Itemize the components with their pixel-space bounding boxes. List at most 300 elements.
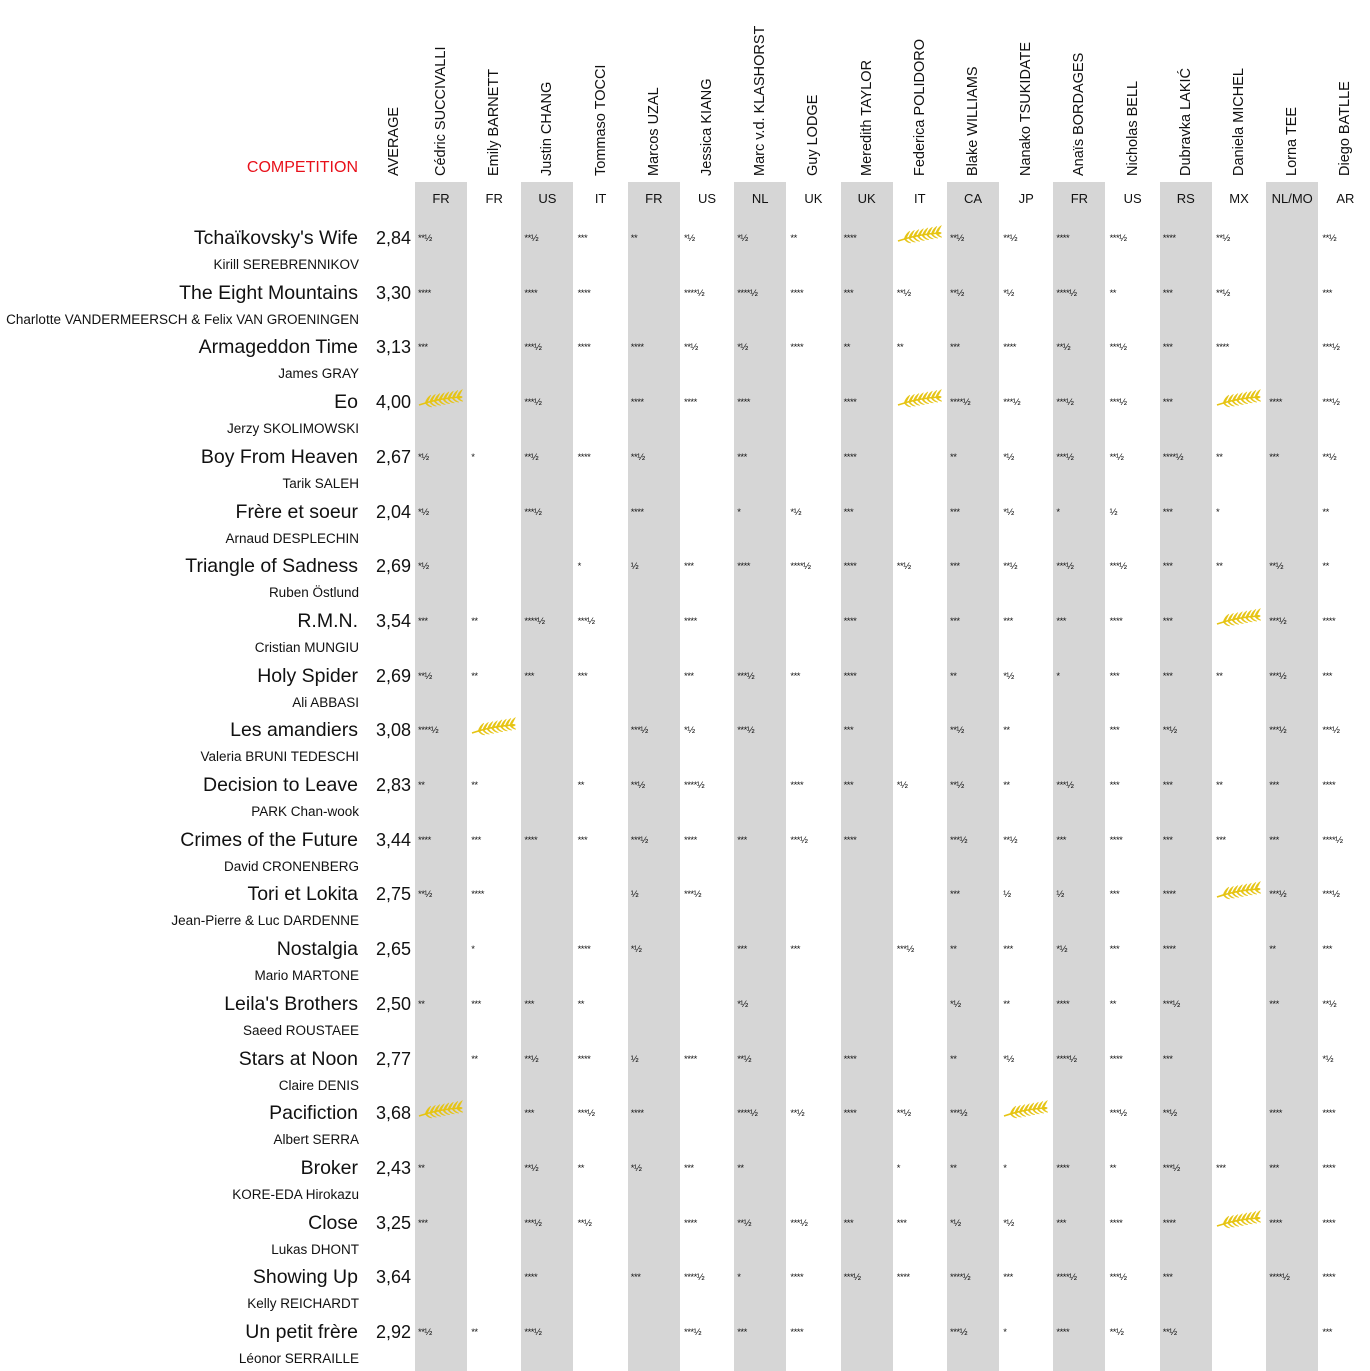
rating-stars: ** <box>950 451 957 463</box>
rating-stars: ***½ <box>524 342 542 354</box>
film-title: Boy From Heaven <box>200 445 358 468</box>
rating-stars: *** <box>1109 725 1120 737</box>
column-band <box>734 182 786 1371</box>
rating-stars: ** <box>418 998 425 1010</box>
rating-stars: * <box>1003 1327 1007 1338</box>
rating-stars: **½ <box>1322 233 1337 244</box>
film-director: Saeed ROUSTAEE <box>242 1022 359 1038</box>
rating-stars: *** <box>1269 451 1279 463</box>
critic-name: Diego BATLLE <box>1337 81 1354 176</box>
rating-stars: **½ <box>1109 1327 1124 1338</box>
rating-stars: **½ <box>418 889 432 901</box>
rating-stars: **** <box>577 944 591 956</box>
rating-stars: *** <box>1109 780 1120 791</box>
palme-d-or-icon <box>896 389 942 411</box>
rating-stars: *** <box>1003 944 1013 956</box>
film-director: Arnaud DESPLECHIN <box>225 530 359 546</box>
film-director: Jerzy SKOLIMOWSKI <box>226 421 359 437</box>
rating-stars: **½ <box>1003 233 1018 244</box>
rating-stars: ** <box>471 1053 478 1065</box>
rating-stars: ***½ <box>950 1108 968 1120</box>
rating-stars: **** <box>1162 1217 1176 1229</box>
film-director: Valeria BRUNI TEDESCHI <box>200 749 359 765</box>
film-average: 2,65 <box>376 939 412 960</box>
film-average: 2,92 <box>376 1322 412 1342</box>
rating-stars: *** <box>843 1217 854 1229</box>
rating-stars: ***½ <box>1322 889 1340 901</box>
film-title: Armageddon Time <box>198 336 358 359</box>
rating-stars: **½ <box>1109 451 1124 463</box>
rating-stars: *** <box>737 1327 747 1338</box>
rating-stars: **** <box>418 287 431 299</box>
rating-stars: *** <box>950 342 960 354</box>
rating-stars: **** <box>843 233 857 244</box>
critic-country: IT <box>594 191 607 206</box>
column-band <box>947 182 999 1371</box>
film-average: 3,68 <box>376 1103 412 1124</box>
rating-stars: *** <box>1269 780 1279 791</box>
critic-country: FR <box>645 191 663 206</box>
critic-name: Federica POLIDORO <box>911 39 928 176</box>
rating-stars: **½ <box>1003 834 1018 846</box>
rating-stars: ** <box>950 670 957 682</box>
rating-stars: *½ <box>1003 287 1014 299</box>
film-average: 2,77 <box>376 1048 412 1069</box>
rating-stars: *** <box>577 670 588 682</box>
palme-d-or-icon <box>417 389 463 411</box>
palme-d-or-icon <box>1215 1210 1261 1232</box>
rating-stars: **** <box>843 561 857 573</box>
rating-stars: **** <box>843 670 857 682</box>
rating-stars: * <box>737 1272 741 1284</box>
rating-stars: *** <box>471 834 481 846</box>
rating-stars: ****½ <box>950 397 971 409</box>
rating-stars: **** <box>843 397 857 409</box>
critic-country: CA <box>963 191 983 206</box>
rating-stars: **½ <box>577 1217 592 1229</box>
film-title: Crimes of the Future <box>180 828 358 851</box>
rating-stars: ** <box>950 1162 957 1174</box>
rating-stars: *½ <box>1003 451 1014 463</box>
rating-stars: ** <box>1003 780 1010 791</box>
rating-stars: ** <box>950 944 957 956</box>
rating-stars: *** <box>843 287 854 299</box>
rating-stars: ***½ <box>1109 233 1127 244</box>
rating-stars: *** <box>1216 834 1226 846</box>
rating-stars: **½ <box>1269 561 1284 573</box>
rating-stars: *½ <box>630 1162 642 1174</box>
rating-stars: **** <box>630 1108 644 1120</box>
rating-stars: ***½ <box>737 725 755 737</box>
rating-stars: *** <box>684 561 694 573</box>
rating-stars: ****½ <box>418 725 439 737</box>
rating-stars: ***½ <box>1109 397 1127 409</box>
critic-country: UK <box>804 191 823 206</box>
rating-stars: ** <box>1322 561 1329 573</box>
rating-stars: *½ <box>684 233 695 244</box>
rating-stars: ****½ <box>684 1272 705 1284</box>
rating-stars: * <box>471 944 475 956</box>
rating-stars: **** <box>1322 615 1336 627</box>
film-title: Tchaïkovsky's Wife <box>193 227 358 249</box>
rating-stars: **½ <box>1216 287 1230 299</box>
rating-stars: *** <box>1162 287 1173 299</box>
rating-stars: ****½ <box>1056 287 1077 299</box>
rating-stars: ***½ <box>737 670 755 682</box>
critic-name: Emily BARNETT <box>486 68 503 176</box>
rating-stars: *** <box>1269 998 1279 1010</box>
palme-d-or-icon <box>417 1100 463 1122</box>
critic-country: JP <box>1018 191 1034 206</box>
rating-stars: ****½ <box>1056 1053 1077 1065</box>
rating-stars: **½ <box>630 451 645 463</box>
rating-stars: ** <box>471 1327 478 1338</box>
critic-name: Cédric SUCCIVALLI <box>433 46 449 176</box>
rating-stars: *½ <box>737 342 748 354</box>
film-director: Charlotte VANDERMEERSCH & Felix VAN GROENINGEN <box>6 311 359 327</box>
rating-stars: ½ <box>630 1053 639 1065</box>
rating-stars: *** <box>524 670 534 682</box>
film-average: 3,08 <box>376 720 412 741</box>
film-title: Nostalgia <box>276 938 358 961</box>
rating-stars: **½ <box>418 670 432 682</box>
rating-stars: ** <box>1109 287 1116 299</box>
rating-stars: **** <box>684 615 697 627</box>
rating-stars: * <box>577 561 581 573</box>
rating-stars: **½ <box>418 1327 432 1338</box>
rating-stars: **** <box>843 834 857 846</box>
column-band <box>415 182 467 1371</box>
rating-stars: **** <box>1056 998 1070 1010</box>
film-average: 3,64 <box>376 1267 412 1288</box>
rating-stars: **** <box>1109 1053 1123 1065</box>
palme-d-or-icon <box>470 717 516 739</box>
rating-stars: *** <box>418 342 428 354</box>
rating-stars: **** <box>684 397 697 409</box>
film-director: Jean-Pierre & Luc DARDENNE <box>171 913 359 929</box>
film-title: The Eight Mountains <box>179 281 358 304</box>
critic-country: RS <box>1176 191 1195 206</box>
rating-stars: **** <box>471 889 484 901</box>
rating-stars: ***½ <box>896 944 914 956</box>
film-director: Léonor SERRAILLE <box>238 1351 359 1366</box>
rating-stars: ** <box>1003 998 1010 1010</box>
critic-country: AR <box>1336 191 1355 206</box>
rating-stars: **½ <box>896 1108 911 1120</box>
film-average: 2,69 <box>376 665 412 686</box>
rating-stars: **½ <box>684 342 698 354</box>
rating-stars: *** <box>1003 1272 1013 1284</box>
rating-stars: *** <box>1056 834 1066 846</box>
rating-stars: **** <box>737 397 750 409</box>
rating-stars: ***½ <box>1056 451 1074 463</box>
critic-name: Justin CHANG <box>539 81 556 176</box>
rating-stars: ** <box>1269 944 1276 956</box>
column-band <box>1266 182 1318 1371</box>
rating-stars: **** <box>1269 1108 1282 1120</box>
film-average: 2,84 <box>376 228 412 248</box>
rating-stars: *** <box>1162 1053 1173 1065</box>
palme-d-or-icon <box>1215 389 1261 411</box>
rating-stars: *½ <box>1003 506 1014 518</box>
film-director: Lukas DHONT <box>271 1241 359 1257</box>
rating-stars: **½ <box>1216 233 1230 244</box>
rating-stars: ** <box>471 780 478 791</box>
average-header: AVERAGE <box>386 106 402 176</box>
rating-stars: *** <box>790 944 800 956</box>
rating-stars: *** <box>418 1217 428 1229</box>
palme-d-or-icon <box>896 225 942 247</box>
rating-stars: *** <box>1056 1217 1066 1229</box>
rating-stars: *** <box>843 780 854 791</box>
rating-stars: **** <box>1162 889 1176 901</box>
rating-stars: **½ <box>524 233 539 244</box>
rating-stars: **½ <box>1162 1327 1177 1338</box>
rating-stars: **** <box>1322 1108 1336 1120</box>
critic-country: IT <box>914 191 926 206</box>
rating-stars: ****½ <box>950 1272 971 1284</box>
rating-stars: ***½ <box>1056 780 1074 791</box>
rating-stars: **½ <box>950 780 964 791</box>
rating-stars: *½ <box>418 451 429 463</box>
rating-stars: *** <box>950 561 960 573</box>
critic-country: FR <box>1070 191 1089 206</box>
film-average: 2,04 <box>376 501 412 522</box>
film-director: James GRAY <box>278 366 359 382</box>
column-band <box>841 182 893 1371</box>
rating-stars: ***½ <box>524 506 542 518</box>
rating-stars: **** <box>790 780 804 791</box>
rating-stars: **** <box>1056 1327 1070 1338</box>
rating-stars: * <box>1216 506 1220 518</box>
rating-stars: ****½ <box>737 1108 758 1120</box>
rating-stars: * <box>1056 670 1060 682</box>
rating-stars: **½ <box>737 1217 752 1229</box>
film-director: PARK Chan-wook <box>251 804 359 819</box>
rating-stars: ½ <box>1003 889 1011 901</box>
critic-name: Tommaso TOCCI <box>592 64 609 176</box>
rating-stars: ***½ <box>630 725 648 737</box>
rating-stars: *½ <box>1003 1053 1014 1065</box>
column-band <box>628 182 680 1371</box>
film-director: Claire DENIS <box>278 1077 359 1093</box>
film-director: Cristian MUNGIU <box>254 639 359 655</box>
rating-stars: **** <box>630 397 644 409</box>
rating-stars: *** <box>790 670 800 682</box>
rating-stars: *** <box>843 506 854 518</box>
rating-stars: ***½ <box>950 834 968 846</box>
rating-stars: *** <box>1003 615 1013 627</box>
rating-stars: **** <box>684 1053 697 1065</box>
critic-country: US <box>697 191 717 206</box>
rating-stars: ½ <box>1109 506 1118 518</box>
film-title: Frère et soeur <box>235 500 358 523</box>
rating-stars: *** <box>1162 506 1173 518</box>
rating-stars: **** <box>684 1217 697 1229</box>
film-average: 3,44 <box>376 829 412 850</box>
critic-name: Blake WILLIAMS <box>965 66 981 176</box>
film-title: Tori et Lokita <box>247 883 358 906</box>
rating-stars: *½ <box>1322 1053 1334 1065</box>
rating-stars: *** <box>1322 944 1332 956</box>
film-average: 2,75 <box>376 884 412 905</box>
film-title: Triangle of Sadness <box>185 555 358 578</box>
film-average: 3,30 <box>376 282 412 303</box>
film-director: Kelly REICHARDT <box>247 1296 359 1312</box>
rating-stars: **½ <box>1322 998 1337 1010</box>
rating-stars: *** <box>737 451 747 463</box>
rating-stars: **** <box>418 834 431 846</box>
film-average: 3,54 <box>376 610 412 631</box>
column-band <box>1160 182 1212 1371</box>
rating-stars: *½ <box>790 506 802 518</box>
rating-stars: **** <box>1056 1162 1070 1174</box>
film-title: Eo <box>334 391 358 414</box>
rating-stars: *** <box>1216 1162 1226 1174</box>
rating-stars: ** <box>1003 725 1010 737</box>
film-title: Un petit frère <box>245 1321 358 1343</box>
rating-stars: ** <box>471 670 478 682</box>
rating-stars: **** <box>1056 233 1070 244</box>
rating-stars: ***½ <box>1109 1108 1127 1120</box>
palme-d-or-icon <box>1002 1100 1048 1122</box>
rating-stars: **½ <box>896 561 911 573</box>
rating-stars: **½ <box>790 1108 805 1120</box>
rating-stars: **** <box>843 1108 857 1120</box>
rating-stars: **** <box>1109 615 1123 627</box>
rating-stars: *½ <box>630 944 642 956</box>
rating-stars: ****½ <box>790 561 811 573</box>
film-average: 4,00 <box>376 392 412 413</box>
rating-stars: ** <box>1216 451 1223 463</box>
rating-stars: *** <box>896 1217 907 1229</box>
rating-stars: *½ <box>684 725 695 737</box>
rating-stars: **½ <box>950 287 964 299</box>
film-title: Stars at Noon <box>238 1047 358 1070</box>
critic-name: Nanako TSUKIDATE <box>1018 41 1035 176</box>
rating-stars: *½ <box>737 233 748 244</box>
film-director: Kirill SEREBRENNIKOV <box>213 257 359 272</box>
rating-stars: ** <box>1216 780 1223 791</box>
rating-stars: *** <box>950 506 960 518</box>
rating-stars: *½ <box>1056 944 1068 956</box>
critic-name: Anaïs BORDAGES <box>1071 52 1088 176</box>
rating-stars: *** <box>1162 561 1173 573</box>
rating-stars: **** <box>1216 342 1229 354</box>
rating-stars: **½ <box>1162 725 1177 737</box>
rating-stars: *** <box>737 944 747 956</box>
rating-stars: ***½ <box>1056 397 1074 409</box>
rating-stars: **** <box>524 287 538 299</box>
critic-name: Meredith TAYLOR <box>858 59 875 176</box>
rating-stars: ½ <box>630 561 639 573</box>
film-title: Broker <box>300 1156 358 1179</box>
rating-stars: *** <box>684 670 694 682</box>
column-band <box>1053 182 1105 1371</box>
rating-stars: *** <box>471 998 481 1010</box>
rating-stars: *** <box>1162 342 1173 354</box>
rating-stars: * <box>737 506 741 518</box>
rating-stars: ** <box>577 998 584 1010</box>
rating-stars: **** <box>1322 1162 1336 1174</box>
rating-stars: *** <box>950 615 960 627</box>
film-title: Decision to Leave <box>202 774 358 796</box>
rating-stars: ***½ <box>1109 342 1127 354</box>
rating-stars: ****½ <box>737 287 758 299</box>
rating-stars: ** <box>577 780 584 791</box>
rating-stars: **½ <box>1162 1108 1177 1120</box>
rating-stars: ** <box>630 233 638 244</box>
rating-stars: ** <box>1216 561 1223 573</box>
rating-stars: ** <box>418 1162 425 1174</box>
rating-stars: **** <box>577 1053 591 1065</box>
rating-stars: **** <box>843 451 857 463</box>
rating-stars: *½ <box>418 506 429 518</box>
rating-stars: **½ <box>1003 561 1018 573</box>
rating-stars: *½ <box>896 780 908 791</box>
film-average: 2,69 <box>376 556 412 577</box>
film-title: R.M.N. <box>297 609 358 632</box>
critic-country: NL/MO <box>1271 191 1313 206</box>
rating-stars: **** <box>896 1272 910 1284</box>
critic-country: FR <box>432 191 450 206</box>
film-title: Close <box>308 1211 358 1234</box>
critic-name: Jessica KIANG <box>699 78 715 176</box>
rating-stars: **½ <box>524 1162 539 1174</box>
rating-stars: ****½ <box>524 615 545 627</box>
film-title: Showing Up <box>252 1266 358 1289</box>
rating-stars: **** <box>1162 233 1176 244</box>
rating-stars: *** <box>1322 670 1332 682</box>
rating-stars: ** <box>1216 670 1223 682</box>
film-average: 3,25 <box>376 1212 412 1233</box>
rating-stars: ***½ <box>684 889 702 901</box>
critic-name: Marc v.d. KLASHORST <box>752 25 769 176</box>
rating-stars: **½ <box>950 725 964 737</box>
critic-name: Nicholas BELL <box>1124 80 1141 176</box>
rating-stars: ***½ <box>1322 725 1340 737</box>
rating-stars: **** <box>577 451 591 463</box>
column-band <box>521 182 573 1371</box>
rating-stars: *** <box>1109 889 1120 901</box>
rating-stars: ***½ <box>843 1272 861 1284</box>
rating-stars: ***½ <box>524 1217 542 1229</box>
rating-stars: **½ <box>950 233 964 244</box>
rating-stars: *** <box>950 889 960 901</box>
rating-stars: **** <box>790 287 804 299</box>
critic-name: Lorna TEE <box>1284 106 1301 176</box>
rating-stars: *** <box>1109 670 1120 682</box>
rating-stars: ***½ <box>790 1217 808 1229</box>
rating-stars: **** <box>1269 1217 1282 1229</box>
rating-stars: *** <box>1162 1272 1173 1284</box>
film-director: David CRONENBERG <box>223 858 359 874</box>
rating-stars: **½ <box>1322 451 1337 463</box>
rating-stars: **** <box>790 1272 804 1284</box>
film-director: KORE-EDA Hirokazu <box>232 1186 359 1202</box>
rating-stars: ***½ <box>1162 998 1180 1010</box>
film-director: Tarik SALEH <box>282 475 359 491</box>
critic-name: Guy LODGE <box>805 94 822 176</box>
rating-stars: * <box>471 451 475 463</box>
rating-stars: **** <box>737 561 750 573</box>
rating-stars: ***½ <box>1056 561 1074 573</box>
critic-name: Daniela MICHEL <box>1231 68 1247 176</box>
palme-d-or-icon <box>1215 881 1261 903</box>
rating-stars: ** <box>843 342 850 354</box>
rating-stars: **** <box>1322 1217 1336 1229</box>
rating-stars: **** <box>1003 342 1016 354</box>
